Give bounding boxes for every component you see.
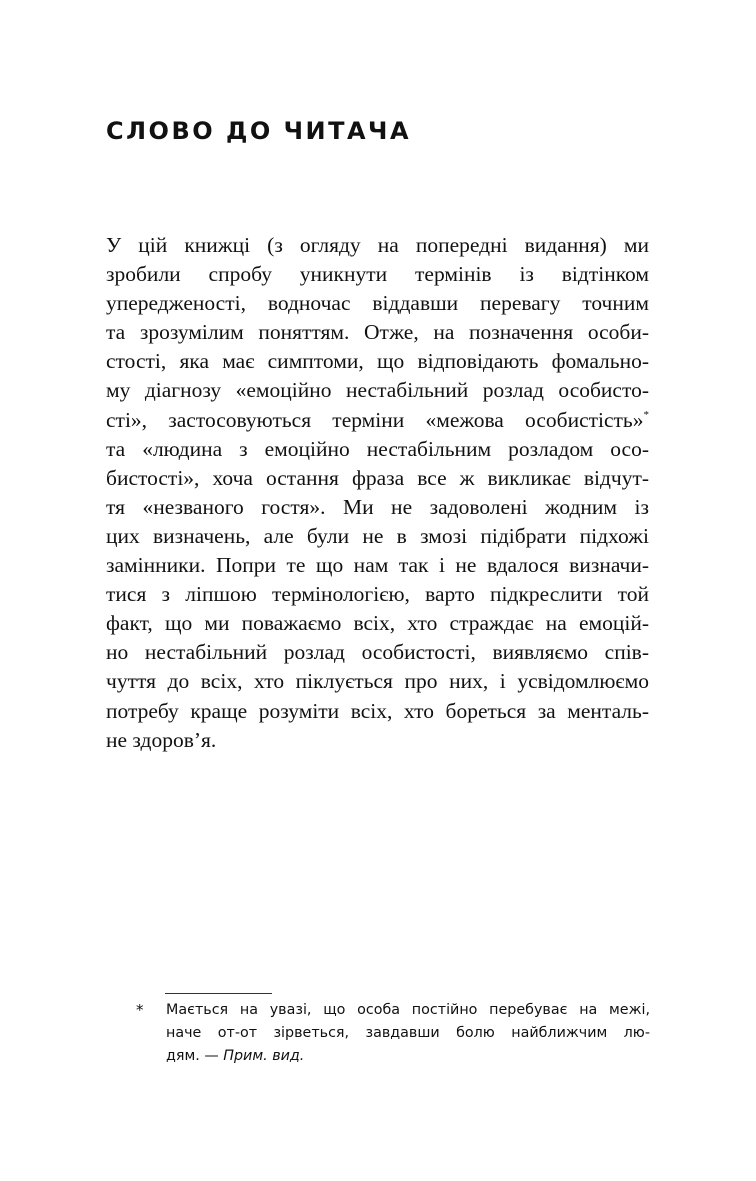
footnote-text [166, 999, 650, 1068]
paragraph-line: факт, що ми поважаємо всіх, хто страждає на емоцій- [106, 611, 649, 636]
paragraph-line: не здоров’я. [106, 727, 217, 752]
paragraph-line: зробили спробу уникнути термінів із відтінком [106, 262, 649, 287]
footnote-reference-marker: * [643, 408, 649, 421]
footnote-divider [165, 993, 272, 994]
footnote-line-text: дям. — [166, 1048, 224, 1064]
footnote-line: наче от-от зірветься, завдавши болю найближчим лю- [166, 1025, 650, 1041]
paragraph-line: та «людина з емоційно нестабільним розладом осо- [106, 436, 649, 461]
paragraph-line: цих визначень, але були не в змозі підібрати підхожі [106, 523, 649, 548]
paragraph-line: У цій книжці (з огляду на попередні видання) ми [106, 233, 649, 257]
paragraph-line: та зрозумілим поняттям. Отже, на позначення особи- [106, 320, 649, 345]
paragraph-line: му діагнозу «емоційно нестабільний розлад особисто- [106, 378, 649, 403]
body-paragraph [106, 231, 649, 755]
editor-note: Прим. вид. [223, 1048, 305, 1064]
paragraph-line: тя «незваного гостя». Ми не задоволені жодним із [106, 494, 649, 519]
paragraph-line-with-footnote-ref [106, 406, 649, 435]
paragraph-line: но нестабільний розлад особистості, виявляємо спів- [106, 640, 649, 665]
paragraph-line: чуття до всіх, хто піклується про них, і усвідомлюємо [106, 669, 649, 694]
paragraph-line: упередженості, водночас віддавши перевагу точним [106, 291, 649, 316]
footnote-marker: * [136, 1001, 144, 1019]
paragraph-line-text: сті», застосовуються терміни «межова особистість» [106, 407, 644, 432]
page-title: СЛОВО ДО ЧИТАЧА [106, 117, 412, 145]
paragraph-line: замінники. Попри те що нам так і не вдалося визначи- [106, 553, 649, 578]
paragraph-line: тися з ліпшою термінологією, варто підкреслити той [106, 582, 649, 607]
paragraph-line: бистості», хоча остання фраза все ж викликає відчут- [106, 465, 649, 490]
footnote-line: Мається на увазі, що особа постійно перебуває на межі, [166, 1002, 650, 1018]
paragraph-line: стості, яка має симптоми, що відповідають фомально- [106, 349, 649, 374]
paragraph-line: потребу краще розуміти всіх, хто бореться за менталь- [106, 698, 649, 723]
footnote-line [166, 1045, 650, 1068]
